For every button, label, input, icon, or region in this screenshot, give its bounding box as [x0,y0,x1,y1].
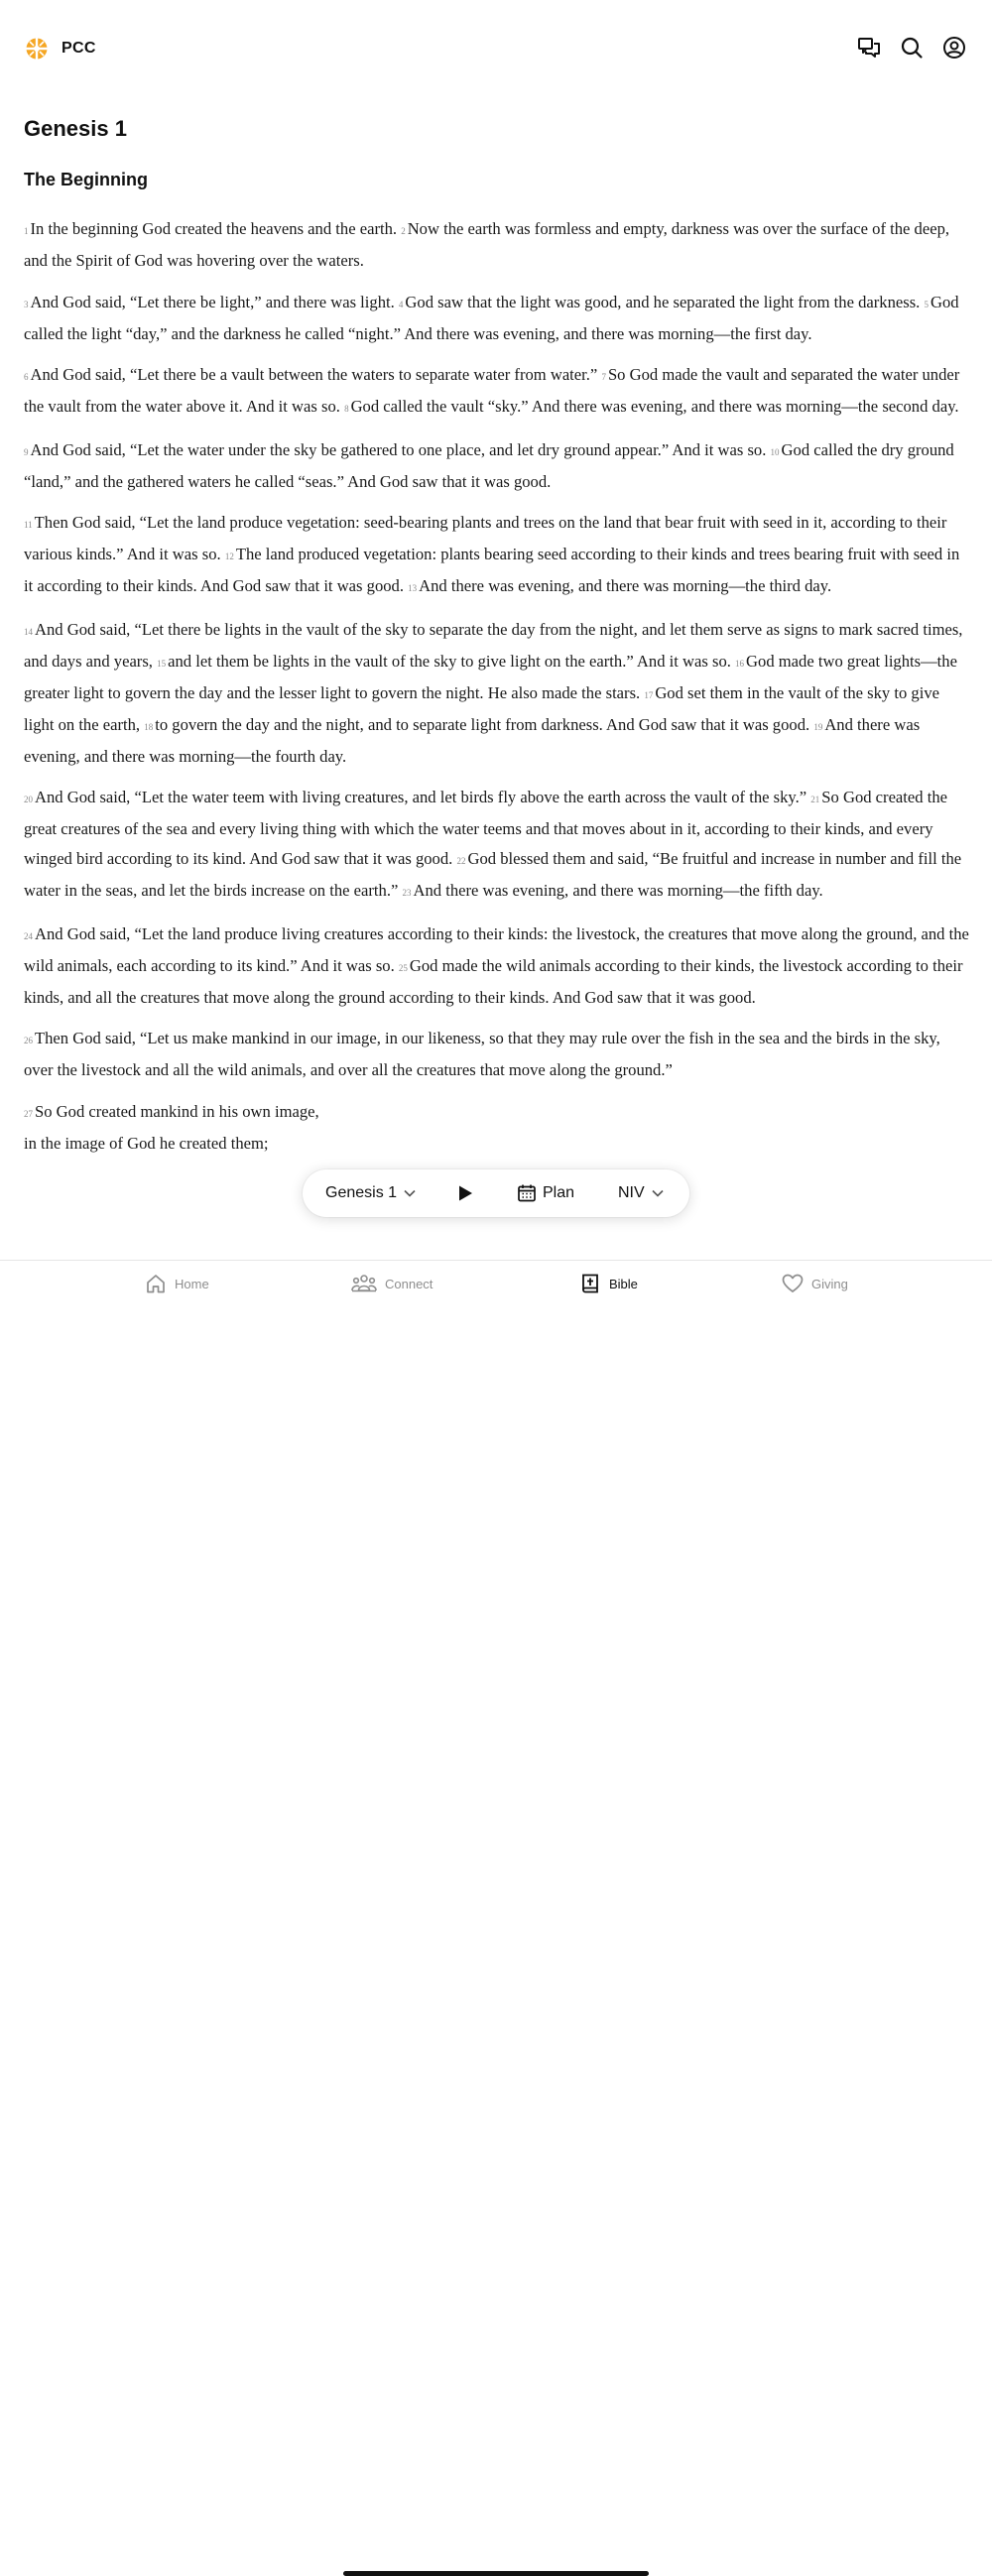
verse-number[interactable]: 20 [24,795,33,804]
plan-button[interactable] [517,1169,574,1217]
verse-number[interactable]: 16 [735,658,745,669]
verse-text[interactable]: And there was evening, and there was morning—the third day. [419,576,832,595]
chevron-down-icon [651,1186,665,1200]
tab-connect[interactable] [351,1273,433,1294]
verse-text[interactable]: And God said, “Let the water under the sky be gathered to one place, and let dry ground appear.” And it was so. [30,439,767,459]
brand-name: PCC [62,40,96,57]
verse-number[interactable]: 23 [402,888,412,898]
bottom-tab-bar [0,1260,992,1324]
verse-text[interactable]: God blessed them and said, “Be fruitful and increase in number and fill the water in the seas, and let the birds increase on the earth.” [24,849,962,900]
scripture-paragraph [24,435,971,497]
bible-icon [579,1273,601,1294]
calendar-icon [517,1183,537,1203]
scripture-paragraph [24,783,971,908]
scripture-paragraph [24,214,971,276]
verse-number[interactable]: 24 [24,930,33,941]
play-icon [456,1184,474,1202]
verse-text[interactable]: So God created mankind in his own image, [35,1101,319,1121]
poetry-line [24,1129,971,1159]
verse-number[interactable]: 17 [644,689,654,700]
verse-text[interactable]: And God said, “Let there be light,” and there was light. [30,292,395,311]
tab-giving-label: Giving [811,1276,848,1291]
tab-home[interactable] [145,1273,209,1294]
verse-text[interactable]: And there was evening, and there was morning—the fourth day. [24,714,921,766]
verse-number[interactable]: 1 [24,226,29,236]
verse-text[interactable]: in the image of God he created them; [24,1133,269,1153]
tab-bible[interactable] [579,1273,638,1294]
verse-text[interactable]: And God said, “Let the water teem with living creatures, and let birds fly above the earth across the vault of the sky.” [35,788,807,806]
verse-text[interactable]: God called the light “day,” and the darkness he called “night.” And there was evening, and there was morning—the first day. [24,292,959,343]
home-icon [145,1273,167,1294]
verse-text[interactable]: And God said, “Let there be lights in the vault of the sky to separate the day from the night, and let them serve as signs to mark sacred times, and days and years, [24,619,963,671]
verse-number[interactable]: 26 [24,1036,33,1045]
scripture-paragraph [24,360,971,424]
heart-icon [782,1273,804,1294]
scripture-text [24,214,971,1159]
scripture-paragraph [24,508,971,603]
verse-number[interactable]: 27 [24,1108,33,1119]
plan-label: Plan [543,1184,575,1201]
poetry-line [24,1097,971,1129]
version-selector[interactable] [618,1169,665,1217]
section-title: The Beginning [24,170,148,189]
pcc-logo-icon [24,36,50,61]
verse-text[interactable]: to govern the day and the night, and to separate light from darkness. And God saw that it was good. [155,714,810,734]
verse-number[interactable]: 7 [601,372,606,382]
verse-number[interactable]: 11 [24,520,33,530]
chevron-down-icon [403,1186,417,1200]
verse-number[interactable]: 6 [24,372,29,382]
home-indicator [343,2571,649,2576]
reading-controls [303,1169,689,1217]
scripture-paragraph [24,1024,971,1085]
verse-number[interactable]: 14 [24,626,33,637]
verse-number[interactable]: 5 [924,299,929,309]
verse-text[interactable]: God called the vault “sky.” And there was evening, and there was morning—the second day. [350,397,959,416]
verse-number[interactable]: 8 [344,404,349,414]
verse-text[interactable]: So God created the great creatures of the sea and every living thing with which the water teems and that moves about in it, according to their kinds, and every winged bird according to its kind. And God saw that it was good. [24,788,947,868]
chat-icon[interactable] [857,36,881,60]
verse-text[interactable]: God made the wild animals according to their kinds, the livestock according to their kinds, and all the creatures that move along the ground according to their kinds. And God saw that it was good. [24,955,963,1007]
app-header [0,0,992,95]
verse-number[interactable]: 9 [24,446,29,457]
verse-number[interactable]: 25 [398,962,408,973]
verse-text[interactable]: God called the dry ground “land,” and the gathered waters he called “seas.” And God saw that it was good. [24,439,954,491]
verse-text[interactable]: So God made the vault and separated the water under the vault from the water above it. And it was so. [24,365,960,416]
scripture-paragraph [24,288,971,349]
brand[interactable] [24,36,96,61]
verse-text[interactable]: And God said, “Let there be a vault between the waters to separate water from water.” [30,365,598,384]
verse-number[interactable]: 12 [224,552,234,561]
chapter-title: Genesis 1 [24,116,127,141]
verse-number[interactable]: 3 [24,299,29,309]
tab-bible-label: Bible [609,1276,638,1291]
verse-number[interactable]: 2 [401,226,406,236]
verse-number[interactable]: 15 [157,658,167,669]
verse-number[interactable]: 18 [144,721,154,732]
bible-reader [24,113,971,1260]
verse-text[interactable]: In the beginning God created the heavens and the earth. [30,219,398,238]
verse-text[interactable]: Then God said, “Let the land produce vegetation: seed-bearing plants and trees on the land that bear fruit with seed in it, according to their various kinds.” And it was so. [24,513,947,563]
chapter-selector-label: Genesis 1 [325,1184,398,1201]
search-icon[interactable] [900,36,924,60]
verse-number[interactable]: 22 [456,856,466,866]
verse-text[interactable]: God made two great lights—the greater light to govern the day and the lesser light to govern the night. He also made the stars. [24,651,957,702]
verse-text[interactable]: The land produced vegetation: plants bearing seed according to their kinds and trees bearing fruit with seed in it according to their kinds. And God saw that it was good. [24,545,960,595]
version-label: NIV [618,1184,645,1201]
tab-connect-label: Connect [385,1276,434,1291]
account-icon[interactable] [942,36,966,60]
scripture-paragraph [24,615,971,772]
people-icon [351,1273,377,1294]
verse-text[interactable]: And God said, “Let the land produce living creatures according to their kinds: the livestock, the creatures that move along the ground, and the wild animals, each according to its kind.” And it was so. [24,923,969,975]
verse-text[interactable]: Then God said, “Let us make mankind in our image, in our likeness, so that they may rule over the fish in the sea and the birds in the sky, over the livestock and all the wild animals, and over all the creatures that move along the ground.” [24,1029,940,1079]
verse-number[interactable]: 4 [398,299,404,309]
verse-number[interactable]: 19 [813,721,823,732]
scripture-paragraph [24,920,971,1013]
chapter-selector[interactable] [325,1169,417,1217]
verse-number[interactable]: 10 [770,446,780,457]
verse-text[interactable]: God saw that the light was good, and he separated the light from the darkness. [405,292,921,311]
verse-number[interactable]: 13 [408,583,418,593]
verse-text[interactable]: God set them in the vault of the sky to give light on the earth, [24,682,939,734]
verse-number[interactable]: 21 [810,795,820,804]
play-button[interactable] [456,1169,474,1217]
tab-giving[interactable] [782,1273,848,1294]
verse-text[interactable]: Now the earth was formless and empty, darkness was over the surface of the deep, and the Spirit of God was hovering over the waters. [24,219,950,270]
verse-text[interactable]: and let them be lights in the vault of the sky to give light on the earth.” And it was so. [168,651,731,671]
tab-home-label: Home [175,1276,209,1291]
verse-text[interactable]: And there was evening, and there was morning—the fifth day. [413,881,823,900]
